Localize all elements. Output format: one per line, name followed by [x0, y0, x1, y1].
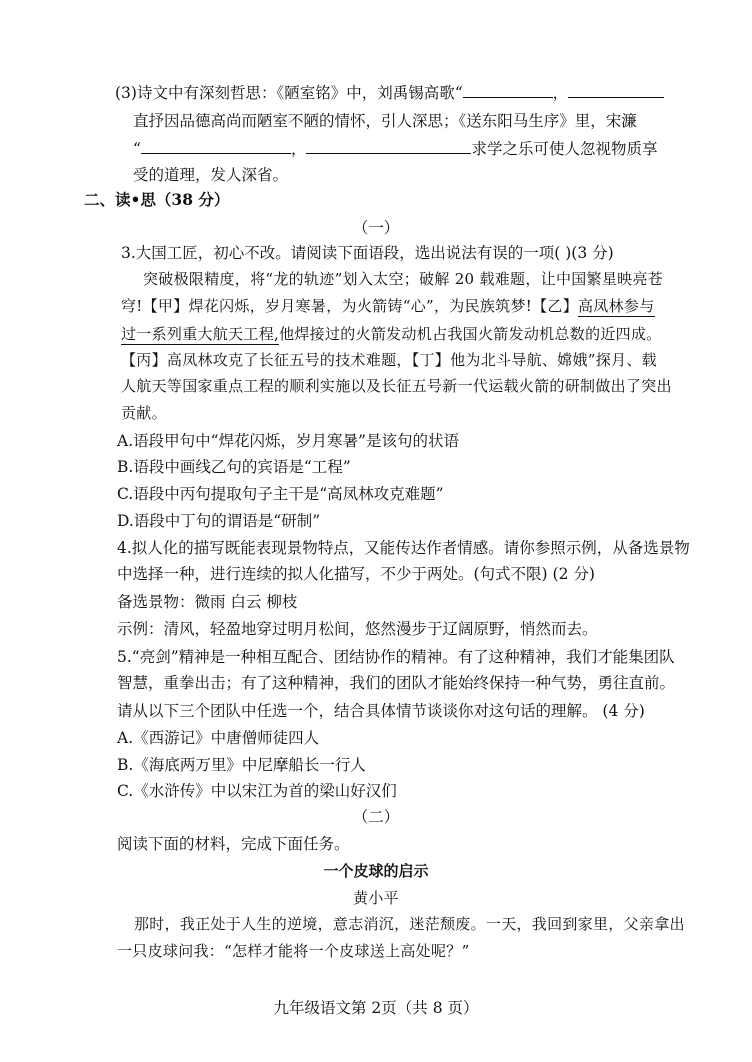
q3-passage-line5: 人航天等国家重点工程的顺利实施以及长征五号新一代运载火箭的研制做出了突出	[121, 377, 672, 395]
q5-option-b: B.《海底两万里》中尼摩船长一行人	[117, 756, 366, 774]
answer-blank-1[interactable]	[463, 83, 553, 98]
part-heading-1: （一）	[352, 219, 400, 237]
q3-sub3-line1	[115, 82, 664, 104]
q3-passage-line3-text: 他焊接过的火箭发动机占我国火箭发动机总数的近四成。	[279, 325, 662, 343]
article-paragraph-line2: 一只皮球问我：“怎样才能将一个皮球送上高处呢？”	[117, 942, 470, 960]
answer-blank-3[interactable]	[141, 139, 291, 154]
q3-sub3-line3	[133, 138, 657, 160]
q3-passage-line3	[121, 323, 662, 345]
q3-underlined-sentence-a: 高凤林参与	[578, 297, 655, 315]
q5-option-a: A.《西游记》中唐僧师徒四人	[117, 729, 320, 747]
q3-passage-line2	[121, 295, 655, 317]
q4-line2: 中选择一种，进行连续的拟人化描写，不少于两处。(句式不限) (2 分)	[117, 565, 595, 583]
part-heading-2: （二）	[352, 808, 400, 826]
q3-option-d: D.语段中丁句的谓语是“研制”	[117, 512, 321, 530]
page-footer: 九年级语文第 2页（共 8 页）	[273, 999, 479, 1017]
q5-option-c: C.《水浒传》中以宋江为首的梁山好汉们	[117, 782, 397, 800]
article-title: 一个皮球的启示	[323, 862, 429, 880]
answer-blank-4[interactable]	[306, 139, 471, 154]
q3-sub3-sep-2: ，	[290, 140, 307, 158]
article-paragraph-line1: 那时，我正处于人生的逆境，意志消沉，迷茫颓废。一天，我回到家里，父亲拿出	[134, 915, 685, 933]
q3-option-a: A.语段甲句中“焊花闪烁，岁月寒暑”是该句的状语	[117, 432, 459, 450]
q3-sub3-text-b: 求学之乐可使人忽视物质享	[471, 140, 658, 158]
q5-line2: 智慧，重拳出击；有了这种精神，我们的团队才能始终保持一种气势，勇往直前。	[117, 674, 676, 692]
q3-option-c: C.语段中丙句提取句子主干是“高凤林攻克难题”	[117, 485, 444, 503]
q5-line1: 5.“亮剑”精神是一种相互配合、团结协作的精神。有了这种精神，我们才能集团队	[117, 648, 675, 666]
section-heading: 二、读•思（38 分）	[84, 190, 230, 209]
article-author: 黄小平	[353, 889, 399, 907]
answer-blank-2[interactable]	[568, 83, 664, 98]
q3-passage-line2-text: 穹!【甲】焊花闪烁，岁月寒暑，为火箭铸“心”，为民族筑梦!【乙】	[121, 297, 578, 315]
q3-passage-line6: 贡献。	[121, 404, 167, 422]
q3-sub3-sep-1: ，	[552, 84, 569, 102]
reading-instruction: 阅读下面的材料，完成下面任务。	[117, 835, 350, 853]
q4-example: 示例：清风，轻盈地穿过明月松间，悠然漫步于辽阔原野，悄然而去。	[117, 620, 598, 638]
q3-sub3-line2: 直抒因品德高尚而陋室不陋的情怀，引人深思；《送东阳马生序》里，宋濂	[133, 112, 637, 130]
q3-passage-line1: 突破极限精度，将“龙的轨迹”划入太空；破解 20 载难题，让中国繁星映亮苍	[143, 270, 664, 288]
q3-option-b: B.语段中画线乙句的宾语是“工程”	[117, 458, 351, 476]
q3-stem: 3.大国工匠，初心不改。请阅读下面语段，选出说法有误的一项( )(3 分)	[121, 244, 614, 262]
q3-passage-line4: 【丙】高凤林攻克了长征五号的技术难题，【丁】他为北斗导航、嫦娥”探月、载	[121, 351, 657, 369]
q3-sub3-quote-open: “	[133, 140, 141, 158]
q3-underlined-sentence-b: 过一系列重大航天工程,	[121, 325, 280, 343]
q3-sub3-line4: 受的道理，发人深省。	[133, 166, 289, 184]
q3-sub3-text-a: (3)诗文中有深刻哲思：《陋室铭》中，刘禹锡高歌“	[115, 84, 463, 102]
q4-line1: 4.拟人化的描写既能表现景物特点，又能传达作者情感。请你参照示例，从备选景物	[117, 539, 690, 557]
q5-line3: 请从以下三个团队中任选一个，结合具体情节谈谈你对这句话的理解。 (4 分)	[117, 702, 645, 720]
q4-options: 备选景物：微雨 白云 柳枝	[117, 593, 298, 611]
